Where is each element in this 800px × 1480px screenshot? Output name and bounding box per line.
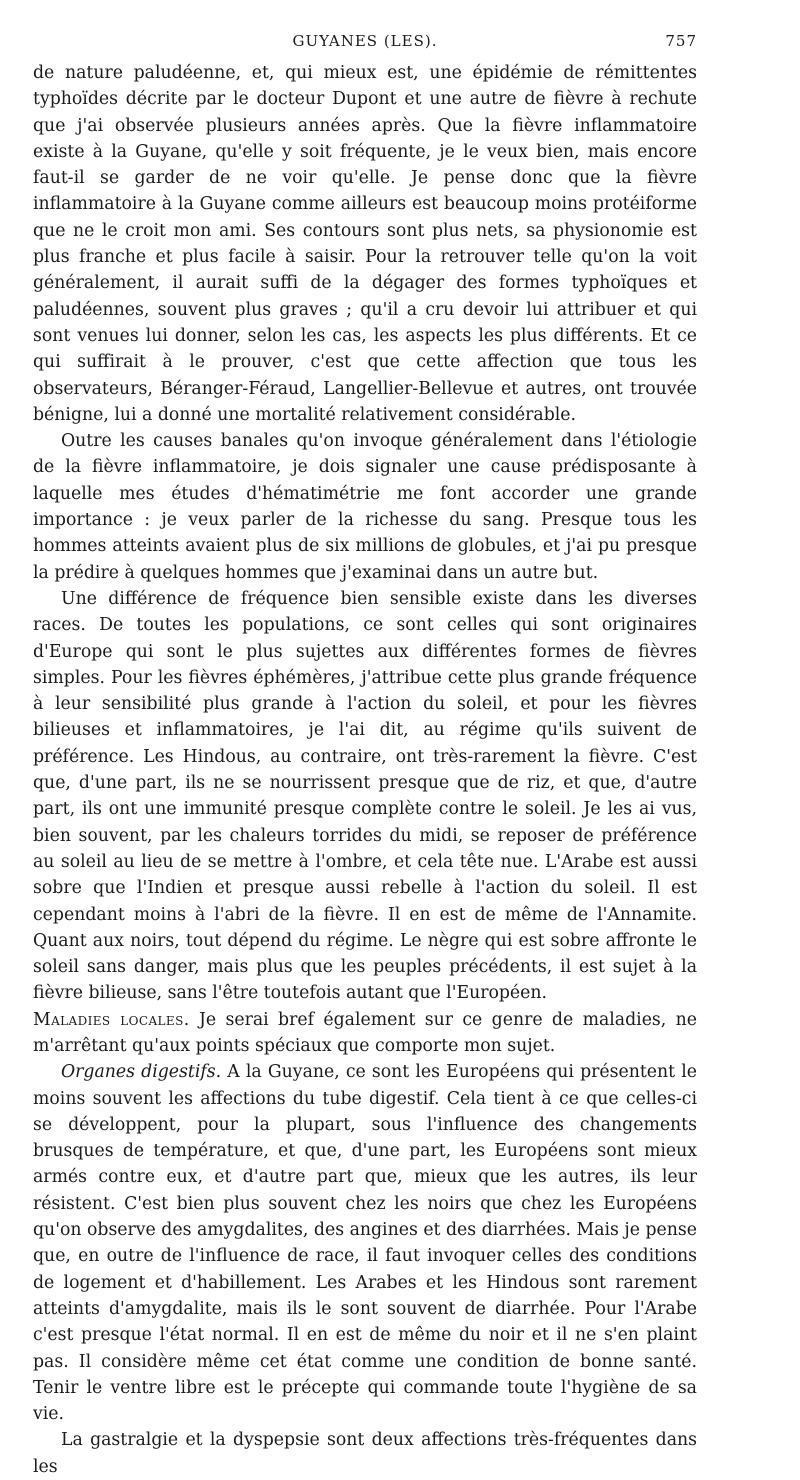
page-header: [33, 30, 697, 60]
paragraph-text: A la Guyane, ce sont les Européens qui présentent le moins souvent les affections du tube digestif. Cela tient à ce que celles-ci se développent, pour la plupart, sous l'influence des changements brusques de température, et que, d'une part, les Européens sont mieux armés contre eux, et d'autre part que, mieux que les autres, ils leur résistent. C'est bien plus souvent chez les noirs que chez les Européens qu'on observe des amygdalites, des angines et des diarrhées. Mais je pense que, en outre de l'influence de race, il faut invoquer celles des conditions de logement et d'habillement. Les Arabes et les Hindous sont rarement atteints d'amygdalite, mais ils le sont souvent de diarrhée. Pour l'Arabe c'est presque l'état normal. Il en est de même du noir et il ne s'en plaint pas. Il considère même cet état comme une condition de bonne santé. Tenir le ventre libre est le précepte qui commande toute l'hygiène de sa vie.: [33, 1062, 697, 1425]
paragraph: [33, 60, 697, 428]
body-text: [33, 60, 697, 1480]
section-heading-maladies-locales: Maladies locales.: [33, 1009, 190, 1030]
running-head: GUYANES (LES).: [292, 32, 438, 50]
paragraph-text: de nature paludéenne, et, qui mieux est, une épidémie de rémittentes typhoïdes décrite par le docteur Dupont et une autre de fièvre à rechute que j'ai observée plusieurs années après. Que la fièvre inflammatoire existe à la Guyane, qu'elle y soit fréquente, je le veux bien, mais encore faut-il se garder de ne voir qu'elle. Je pense donc que la fièvre inflammatoire à la Guyane comme ailleurs est beaucoup moins protéiforme que ne le croit mon ami. Ses contours sont plus nets, sa physionomie est plus franche et plus facile à saisir. Pour la retrouver telle qu'on la voit généralement, il aurait suffi de la dégager des formes typhoïques et paludéennes, souvent plus graves ; qu'il a cru devoir lui attribuer et qui sont venues lui donner, selon les cas, les aspects les plus différents. Et ce qui suffirait à le prouver, c'est que cette affection que tous les observateurs, Béranger-Féraud, Langellier-Bellevue et autres, ont trouvée bénigne, lui a donné une mortalité relativement considérable.: [33, 63, 697, 425]
section-heading-organes-digestifs: Organes digestifs.: [61, 1062, 222, 1083]
paragraph-text: Outre les causes banales qu'on invoque généralement dans l'étiologie de la fièvre inflammatoire, je dois signaler une cause prédisposante à laquelle mes études d'hématimétrie me font accorder une grande importance : je veux parler de la richesse du sang. Presque tous les hommes atteints avaient plus de six millions de globules, et j'ai pu presque la prédire à quelques hommes que j'examinai dans un autre but.: [33, 431, 697, 583]
page-number: 757: [665, 32, 697, 50]
paragraph: [33, 1059, 697, 1427]
paragraph: [33, 1427, 697, 1480]
paragraph-text: La gastralgie et la dyspepsie sont deux affections très-fréquentes dans les: [33, 1430, 697, 1477]
paragraph: [33, 428, 697, 586]
paragraph-text: Je serai bref également sur ce genre de maladies, ne m'arrêtant qu'aux points spéciaux que comporte mon sujet.: [33, 1009, 698, 1056]
paragraph-text: Une différence de fréquence bien sensible existe dans les diverses races. De toutes les populations, ce sont celles qui sont originaires d'Europe qui sont le plus sujettes aux différentes formes de fièvres simples. Pour les fièvres éphémères, j'attribue cette plus grande fréquence à leur sensibilité plus grande à l'action du soleil, et pour les fièvres bilieuses et inflammatoires, je l'ai dit, au régime qu'ils suivent de préférence. Les Hindous, au contraire, ont très-rarement la fièvre. C'est que, d'une part, ils ne se nourrissent presque que de riz, et que, d'autre part, ils ont une immunité presque complète contre le soleil. Je les ai vus, bien souvent, par les chaleurs torrides du midi, se reposer de préférence au soleil au lieu de se mettre à l'ombre, et cela tête nue. L'Arabe est aussi sobre que l'Indien et presque aussi rebelle à l'action du soleil. Il est cependant moins à l'abri de la fièvre. Il en est de même de l'Annamite. Quant aux noirs, tout dépend du régime. Le nègre qui est sobre affronte le soleil sans danger, mais plus que les peuples précédents, il est sujet à la fièvre bilieuse, sans l'être toutefois autant que l'Européen.: [33, 588, 697, 1004]
paragraph: [33, 586, 697, 1007]
book-page: [33, 30, 697, 1480]
paragraph: [33, 1007, 697, 1060]
